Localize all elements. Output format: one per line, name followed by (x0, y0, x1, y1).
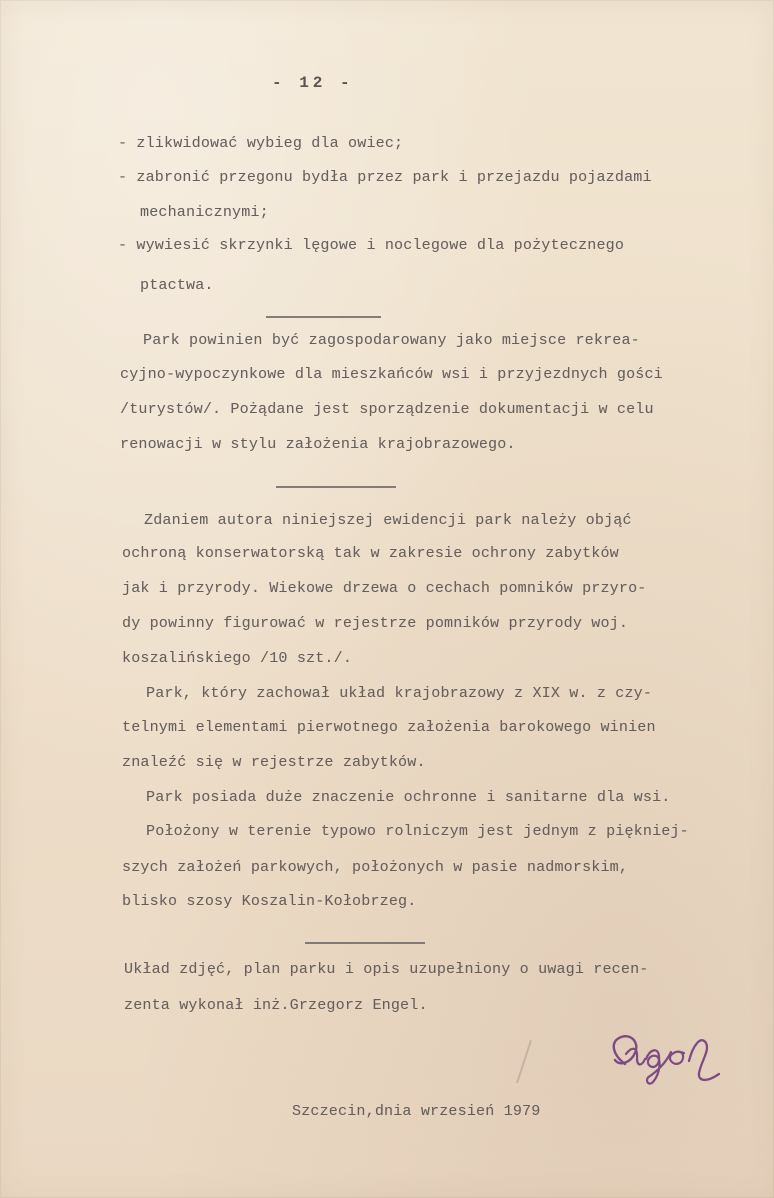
closing-line-1: Układ zdjęć, plan parku i opis uzupełniony o uwagi recen- (124, 961, 649, 978)
paragraph-3-line-2: telnymi elementami pierwotnego założenia barokowego winien (122, 719, 656, 736)
paragraph-1-line-3: /turystów/. Pożądane jest sporządzenie dokumentacji w celu (120, 401, 654, 418)
section-divider-2 (276, 486, 396, 488)
recommendation-line-5: ptactwa. (140, 277, 214, 294)
paragraph-2-line-1: Zdaniem autora niniejszej ewidencji park należy objąć (144, 512, 632, 529)
paragraph-4-line-2: Położony w terenie typowo rolniczym jest jednym z piękniej- (146, 823, 689, 840)
paragraph-2-line-5: koszalińskiego /10 szt./. (122, 650, 353, 667)
closing-line-2: zenta wykonał inż.Grzegorz Engel. (124, 997, 428, 1014)
paragraph-2-line-3: jak i przyrody. Wiekowe drzewa o cechach pomników przyro- (122, 580, 647, 597)
signature-drawing (603, 1025, 733, 1090)
paragraph-3-line-3: znaleźć się w rejestrze zabytków. (122, 754, 426, 771)
paragraph-4-line-4: blisko szosy Koszalin-Kołobrzeg. (122, 893, 417, 910)
recommendation-line-1: - zlikwidować wybieg dla owiec; (118, 135, 404, 152)
handwritten-signature (603, 1025, 733, 1090)
paragraph-1-line-2: cyjno-wypoczynkowe dla mieszkańców wsi i przyjezdnych gości (120, 366, 663, 383)
section-divider-1 (266, 316, 381, 318)
paragraph-4-line-1: Park posiada duże znaczenie ochronne i sanitarne dla wsi. (146, 789, 671, 806)
recommendation-line-2: - zabronić przegonu bydła przez park i przejazdu pojazdami (118, 169, 652, 186)
recommendation-line-3: mechanicznymi; (140, 204, 269, 221)
paragraph-1-line-4: renowacji w stylu założenia krajobrazowego. (120, 436, 516, 453)
footer-date-line: Szczecin,dnia wrzesień 1979 (292, 1103, 541, 1120)
paragraph-3-line-1: Park, który zachował układ krajobrazowy z XIX w. z czy- (146, 685, 653, 702)
page-number: - 12 - (272, 74, 354, 92)
paragraph-2-line-4: dy powinny figurować w rejestrze pomników przyrody woj. (122, 615, 629, 632)
paragraph-1-line-1: Park powinien być zagospodarowany jako miejsce rekrea- (143, 332, 640, 349)
pen-stroke-mark (516, 1040, 532, 1083)
paragraph-4-line-3: szych założeń parkowych, położonych w pasie nadmorskim, (122, 859, 629, 876)
recommendation-line-4: - wywiesić skrzynki lęgowe i noclegowe dla pożytecznego (118, 237, 625, 254)
section-divider-3 (305, 942, 425, 944)
paragraph-2-line-2: ochroną konserwatorską tak w zakresie ochrony zabytków (122, 545, 619, 562)
